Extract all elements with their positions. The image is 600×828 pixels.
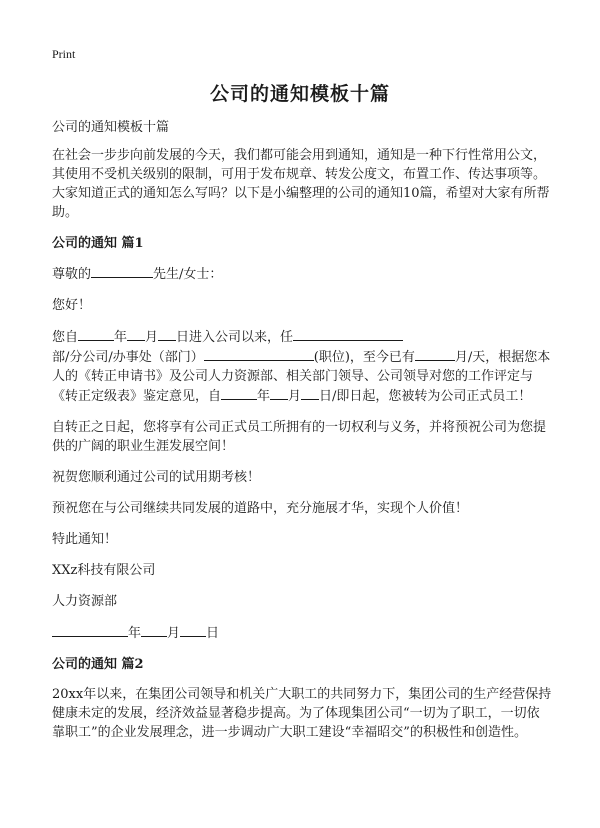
section-heading-1: 公司的通知 篇1	[52, 236, 144, 251]
position-blank	[204, 347, 314, 361]
section2-paragraph: 20xx年以来，在集团公司领导和机关广大职工的共同努力下，集团公司的生产经营保持健康未定的发展，经济效益显著稳步提高。为了体现集团公司“一切为了职工，一切依靠职工”的企业发展理念，进一步调动广大职工建设“幸福昭交”的积极性和创造性。	[52, 687, 552, 740]
congrats-paragraph: 祝贺您顺利通过公司的试用期考核！	[52, 470, 261, 485]
rights-paragraph: 自转正之日起，您将享有公司正式员工所拥有的一切权利与义务，并将预祝公司为您提供的广阔的职业生涯发展空间！	[52, 420, 547, 454]
company-name: XXz科技有限公司	[52, 563, 156, 578]
signature-date	[52, 623, 552, 643]
text-segment: 月/天，根据您本人的《转正申请书》及公司人力资源部、相关部门领导、公司领导对您的工作评定与《转正定级表》鉴定意见，自	[52, 350, 551, 404]
text-segment: (职位)，至今已有	[313, 350, 415, 365]
duration-blank	[415, 347, 455, 361]
text-segment: 日进入公司以来，任	[176, 330, 294, 345]
year-blank	[221, 386, 257, 400]
print-label[interactable]: Print	[52, 47, 76, 61]
text-segment: 部/分公司/办事处（部门）	[52, 350, 204, 365]
subtitle: 公司的通知模板十篇	[52, 120, 170, 135]
day-blank	[301, 386, 319, 400]
text-segment: 月	[288, 389, 302, 404]
document-body	[52, 118, 552, 754]
year-blank	[52, 623, 128, 637]
text-segment: 日	[206, 626, 220, 641]
text-segment: 年	[128, 626, 142, 641]
year-blank	[78, 327, 114, 341]
greeting: 您好！	[52, 298, 92, 313]
month-blank	[270, 386, 288, 400]
day-blank	[158, 327, 176, 341]
department-name: 人力资源部	[52, 594, 118, 609]
name-blank	[91, 264, 153, 278]
text-segment: 月	[167, 626, 181, 641]
salutation-prefix: 尊敬的	[52, 267, 92, 282]
salutation	[52, 264, 552, 284]
text-segment: 日/即日起，您被转为公司正式员工！	[319, 389, 532, 404]
text-segment: 年	[114, 330, 128, 345]
text-segment: 月	[145, 330, 159, 345]
confirmation-paragraph	[52, 327, 552, 406]
text-segment: 您自	[52, 330, 79, 345]
salutation-suffix: 先生/女士：	[153, 267, 223, 282]
page-title: 公司的通知模板十篇	[209, 83, 390, 105]
notice-closing: 特此通知！	[52, 532, 118, 547]
section-heading-2: 公司的通知 篇2	[52, 657, 144, 672]
month-blank	[127, 327, 145, 341]
day-blank	[180, 623, 206, 637]
wishes-paragraph: 预祝您在与公司继续共同发展的道路中，充分施展才华，实现个人价值！	[52, 501, 469, 516]
month-blank	[141, 623, 167, 637]
text-segment: 年	[257, 389, 271, 404]
department-blank	[293, 327, 403, 341]
intro-paragraph: 在社会一步步向前发展的今天，我们都可能会用到通知，通知是一种下行性常用公文，其使用不受机关级别的限制，可用于发布规章、转发公度文，布置工作、传达事项等。大家知道正式的通知怎么写吗？以下是小编整理的公司的通知10篇，希望对大家有所帮助。	[52, 148, 550, 220]
